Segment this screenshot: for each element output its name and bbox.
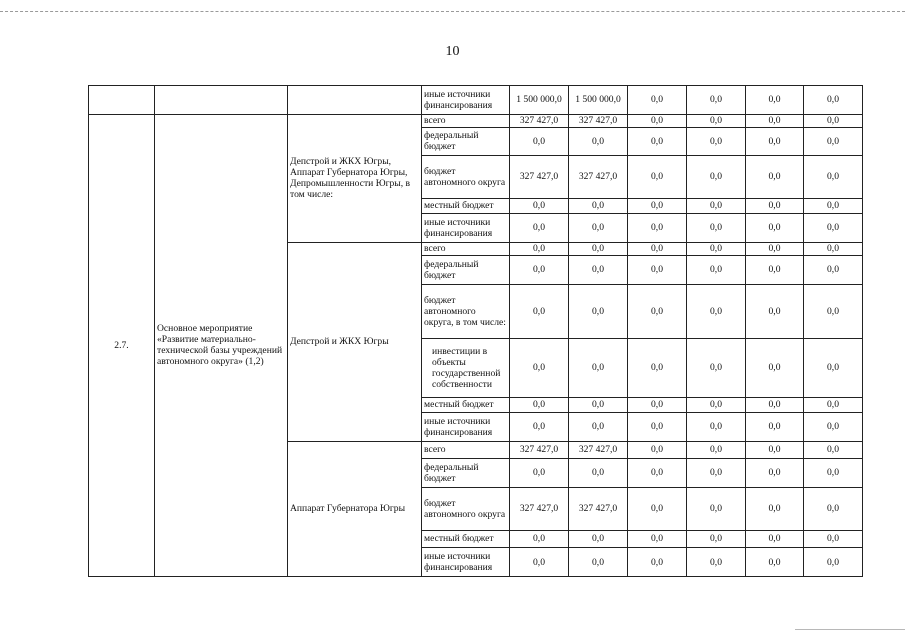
value-cell: 0,0: [628, 86, 687, 115]
value-cell: 0,0: [628, 459, 687, 488]
executor-cell: Депстрой и ЖКХ Югры: [288, 242, 422, 441]
value-cell: 0,0: [804, 339, 863, 397]
value-cell: 327 427,0: [510, 155, 569, 198]
value-cell: 0,0: [569, 412, 628, 441]
value-cell: 0,0: [687, 459, 746, 488]
name-cell-empty: [155, 86, 288, 115]
value-cell: 0,0: [687, 339, 746, 397]
scan-edge-line-bottom: [795, 629, 905, 630]
value-cell: 0,0: [569, 128, 628, 156]
value-cell: 0,0: [687, 412, 746, 441]
source-cell: иные источники финансирования: [422, 214, 510, 243]
value-cell: 0,0: [628, 530, 687, 547]
value-cell: 0,0: [569, 459, 628, 488]
value-cell: 0,0: [569, 548, 628, 577]
value-cell: 0,0: [746, 459, 804, 488]
value-cell: 0,0: [628, 242, 687, 255]
value-cell: 327 427,0: [510, 114, 569, 127]
value-cell: 0,0: [804, 397, 863, 412]
value-cell: 0,0: [510, 339, 569, 397]
row-index: 2.7.: [89, 114, 155, 576]
value-cell: 0,0: [687, 284, 746, 338]
value-cell: 0,0: [569, 284, 628, 338]
value-cell: 0,0: [687, 256, 746, 285]
value-cell: 0,0: [746, 284, 804, 338]
value-cell: 0,0: [746, 441, 804, 458]
value-cell: 0,0: [804, 530, 863, 547]
value-cell: 0,0: [628, 412, 687, 441]
value-cell: 0,0: [687, 397, 746, 412]
source-cell: иные источники финансирования: [422, 86, 510, 115]
value-cell: 0,0: [746, 128, 804, 156]
value-cell: 0,0: [687, 86, 746, 115]
source-cell: всего: [422, 242, 510, 255]
source-cell: бюджет автономного округа: [422, 487, 510, 530]
value-cell: 0,0: [746, 548, 804, 577]
value-cell: 327 427,0: [569, 114, 628, 127]
value-cell: 0,0: [569, 530, 628, 547]
source-cell: иные источники финансирования: [422, 412, 510, 441]
value-cell: 0,0: [569, 198, 628, 213]
value-cell: 0,0: [628, 441, 687, 458]
value-cell: 0,0: [804, 198, 863, 213]
budget-table: [88, 85, 863, 577]
value-cell: 0,0: [746, 114, 804, 127]
value-cell: 327 427,0: [510, 487, 569, 530]
value-cell: 0,0: [510, 128, 569, 156]
value-cell: 0,0: [746, 412, 804, 441]
value-cell: 0,0: [746, 339, 804, 397]
value-cell: 0,0: [804, 128, 863, 156]
value-cell: 0,0: [746, 86, 804, 115]
source-cell: местный бюджет: [422, 530, 510, 547]
executor-cell: Аппарат Губернатора Югры: [288, 441, 422, 576]
value-cell: 0,0: [804, 114, 863, 127]
table-body: [89, 86, 863, 577]
value-cell: 327 427,0: [510, 441, 569, 458]
source-cell: бюджет автономного округа: [422, 155, 510, 198]
scan-edge-line: [0, 11, 905, 12]
value-cell: 0,0: [687, 114, 746, 127]
source-cell: федеральный бюджет: [422, 459, 510, 488]
value-cell: 0,0: [628, 284, 687, 338]
source-cell: всего: [422, 441, 510, 458]
value-cell: 0,0: [804, 412, 863, 441]
value-cell: 0,0: [687, 530, 746, 547]
value-cell: 0,0: [804, 86, 863, 115]
value-cell: 0,0: [804, 284, 863, 338]
value-cell: 0,0: [746, 155, 804, 198]
table-row: [89, 86, 863, 115]
value-cell: 0,0: [510, 459, 569, 488]
value-cell: 1 500 000,0: [510, 86, 569, 115]
source-cell: федеральный бюджет: [422, 128, 510, 156]
value-cell: 0,0: [687, 155, 746, 198]
value-cell: 0,0: [510, 530, 569, 547]
value-cell: 0,0: [510, 214, 569, 243]
value-cell: 0,0: [804, 256, 863, 285]
value-cell: 0,0: [804, 155, 863, 198]
value-cell: 0,0: [804, 487, 863, 530]
value-cell: 0,0: [804, 242, 863, 255]
value-cell: 0,0: [746, 214, 804, 243]
value-cell: 0,0: [628, 339, 687, 397]
value-cell: 0,0: [628, 198, 687, 213]
value-cell: 0,0: [510, 256, 569, 285]
value-cell: 0,0: [804, 459, 863, 488]
value-cell: 0,0: [628, 397, 687, 412]
value-cell: 0,0: [510, 198, 569, 213]
executor-cell: Депстрой и ЖКХ Югры, Аппарат Губернатора Югры, Депромышленности Югры, в том числе:: [288, 114, 422, 242]
source-cell: инвестиции в объекты государственной собственности: [422, 339, 510, 397]
value-cell: 0,0: [510, 412, 569, 441]
source-cell: местный бюджет: [422, 397, 510, 412]
value-cell: 0,0: [746, 242, 804, 255]
index-cell-empty: [89, 86, 155, 115]
value-cell: 0,0: [569, 397, 628, 412]
value-cell: 327 427,0: [569, 155, 628, 198]
value-cell: 0,0: [687, 214, 746, 243]
value-cell: 0,0: [746, 487, 804, 530]
value-cell: 1 500 000,0: [569, 86, 628, 115]
value-cell: 0,0: [746, 198, 804, 213]
value-cell: 327 427,0: [569, 487, 628, 530]
value-cell: 0,0: [804, 441, 863, 458]
value-cell: 0,0: [687, 548, 746, 577]
value-cell: 0,0: [628, 128, 687, 156]
page-number: 10: [445, 44, 460, 59]
source-cell: иные источники финансирования: [422, 548, 510, 577]
value-cell: 0,0: [687, 242, 746, 255]
table-row: [89, 114, 863, 127]
value-cell: 0,0: [687, 441, 746, 458]
value-cell: 0,0: [628, 214, 687, 243]
value-cell: 0,0: [628, 114, 687, 127]
value-cell: 327 427,0: [569, 441, 628, 458]
value-cell: 0,0: [687, 198, 746, 213]
value-cell: 0,0: [804, 214, 863, 243]
executor-cell-empty: [288, 86, 422, 115]
measure-name: Основное мероприятие «Развитие материально-технической базы учреждений автономного округа» (1,2): [155, 114, 288, 576]
value-cell: 0,0: [628, 487, 687, 530]
value-cell: 0,0: [569, 242, 628, 255]
value-cell: 0,0: [569, 256, 628, 285]
source-cell: местный бюджет: [422, 198, 510, 213]
value-cell: 0,0: [746, 397, 804, 412]
value-cell: 0,0: [687, 487, 746, 530]
source-cell: всего: [422, 114, 510, 127]
value-cell: 0,0: [628, 155, 687, 198]
source-cell: бюджет автономного округа, в том числе:: [422, 284, 510, 338]
value-cell: 0,0: [510, 548, 569, 577]
value-cell: 0,0: [804, 548, 863, 577]
value-cell: 0,0: [746, 530, 804, 547]
value-cell: 0,0: [746, 256, 804, 285]
value-cell: 0,0: [628, 548, 687, 577]
value-cell: 0,0: [510, 242, 569, 255]
value-cell: 0,0: [569, 339, 628, 397]
value-cell: 0,0: [510, 284, 569, 338]
value-cell: 0,0: [569, 214, 628, 243]
value-cell: 0,0: [687, 128, 746, 156]
source-cell: федеральный бюджет: [422, 256, 510, 285]
value-cell: 0,0: [628, 256, 687, 285]
value-cell: 0,0: [510, 397, 569, 412]
